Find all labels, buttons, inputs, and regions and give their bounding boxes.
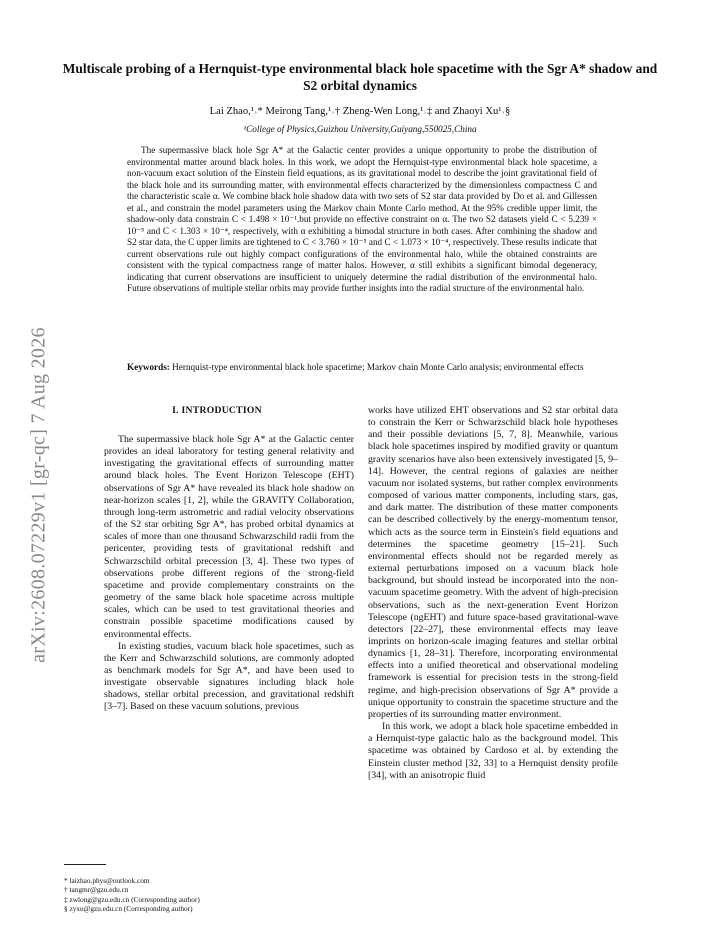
keywords-label: Keywords: [127, 362, 170, 372]
keywords [127, 362, 597, 374]
footnote: ‡ zwlong@gzu.edu.cn (Corresponding author) [64, 894, 200, 904]
footnote-rule [64, 864, 106, 865]
arxiv-side-label [19, 327, 59, 663]
paragraph: The supermassive black hole Sgr A* at the Galactic center provides an ideal laboratory for testing general relativity and investigating the gravitational effects of surrounding matter around black holes. The Event Horizon Telescope (EHT) observations of Sgr A* have revealed its black hole shadow on near-horizon scales [1, 2], while the GRAVITY Collaboration, through long-term astrometric and radial velocity observations of the S2 star orbiting Sgr A*, has probed orbital dynamics at scales of more than one thousand Schwarzschild radii from the pericenter, providing tests of gravitational redshift and Schwarzschild orbital precession [3, 4]. These two types of observations probe different regions of the strong-field spacetime and provide complementary constraints on the geometry of the same black hole spacetime across multiple scales, which can be used to test gravitational theories and constrain possible spacetime modifications caused by environmental effects. [104, 434, 354, 640]
author-list: Lai Zhao,¹˒* Meirong Tang,¹˒† Zheng-Wen Long,¹˒‡ and Zhaoyi Xu¹˒§ [209, 106, 511, 117]
right-column [368, 405, 618, 782]
paragraph: works have utilized EHT observations and S2 star orbital data to constrain the Kerr or Schwarzschild black hole hypotheses and their possible deviations [5, 7, 8]. Meanwhile, various black hole spacetimes inspired by modified gravity or quantum gravity scenarios have also been extensively investigated [5, 9–14]. However, the central regions of galaxies are neither vacuum nor isolated systems, but rather complex environments composed of various matter components, including stars, gas, and dark matter. The distribution of these matter components can be described collectively by the energy-momentum tensor, which acts as the source term in Einstein's field equations and determines the spacetime geometry [15–21]. Such environmental effects should not be regarded merely as external perturbations imposed on a vacuum black hole background, but should instead be incorporated into the non-vacuum spacetime geometry. With the advent of high-precision observations, such as the next-generation Event Horizon Telescope (ngEHT) and future space-based gravitational-wave detectors [22–27], these environmental effects may leave imprints on horizon-scale imaging features and stellar orbital dynamics [1, 28–31]. Therefore, incorporating environmental effects into a unified theoretical and observational modeling framework is essential for precision tests in the strong-field regime, and high-precision observations of Sgr A* provide a unique opportunity to constrain the spacetime structure and the properties of its surrounding matter environment. [368, 405, 618, 720]
footnotes [64, 876, 354, 914]
paper-title: Multiscale probing of a Hernquist-type environmental black hole spacetime with the Sgr A* shadow and S2 orbital dynamics [62, 61, 658, 93]
footnote: † tangmr@gzu.edu.cn [64, 885, 129, 895]
keywords-text: Hernquist-type environmental black hole spacetime; Markov chain Monte Carlo analysis; environmental effects [172, 362, 584, 372]
affiliation: ¹College of Physics,Guizhou University,Guiyang,550025,China [243, 124, 477, 134]
section-heading-introduction: I. INTRODUCTION [172, 405, 262, 416]
footnote: § zyxu@gzu.edu.cn (Corresponding author) [64, 904, 193, 914]
footnote: * laizhao.phys@outlook.com [64, 876, 150, 885]
left-column [104, 434, 354, 714]
paragraph: In existing studies, vacuum black hole spacetimes, such as the Kerr and Schwarzschild solutions, are commonly adopted as benchmark models for Sgr A*, and have been used to investigate observable signatures including black hole shadows, stellar orbital precession, and gravitational redshift [3–7]. Based on these vacuum solutions, previous [104, 640, 354, 713]
arxiv-identifier: arXiv:2608.07229v1 [gr-qc] 7 Aug 2026 [27, 327, 50, 663]
abstract: The supermassive black hole Sgr A* at the Galactic center provides a unique opportunity to probe the distribution of environmental matter around black holes. In this work, we adopt the Hernquist-type environmental black hole spacetime, a non-vacuum exact solution of the Einstein field equations, as its gravitational model to describe the joint gravitational field of the black hole and its surrounding matter, with environmental effects characterized by the dimensionless compactness C and the characteristic scale α. We combine black hole shadow data with two sets of S2 star data provided by Do et al. and Gillessen et al., and constrain the model parameters using the Markov chain Monte Carlo method. At the 95% credible upper limit, the shadow-only data constrain C < 1.498 × 10⁻¹.but provide no effective constraint on α. The two S2 datasets yield C < 5.239 × 10⁻⁵ and C < 1.303 × 10⁻⁴, respectively, with α exhibiting a bimodal structure in both cases. After combining the shadow and S2 star data, the C upper limits are tightened to C < 3.760 × 10⁻⁵ and C < 1.073 × 10⁻⁴, respectively. These results indicate that current observations rule out highly compact configurations of the environmental halo, while the obtained constraints are consistent with the typical compactness range of matter halos. However, α still exhibits a significant bimodal degeneracy, indicating that current observations are insufficient to uniquely determine the radial distribution of the environmental halo. Future observations of multiple stellar orbits may provide further insights into the radial structure of the environmental halo. [127, 145, 597, 293]
paragraph: In this work, we adopt a black hole spacetime embedded in a Hernquist-type galactic halo as the background model. This spacetime was obtained by Cardoso et al. by extending the Einstein cluster method [32, 33] to a Hernquist density profile [34], with an anisotropic fluid [368, 721, 618, 781]
